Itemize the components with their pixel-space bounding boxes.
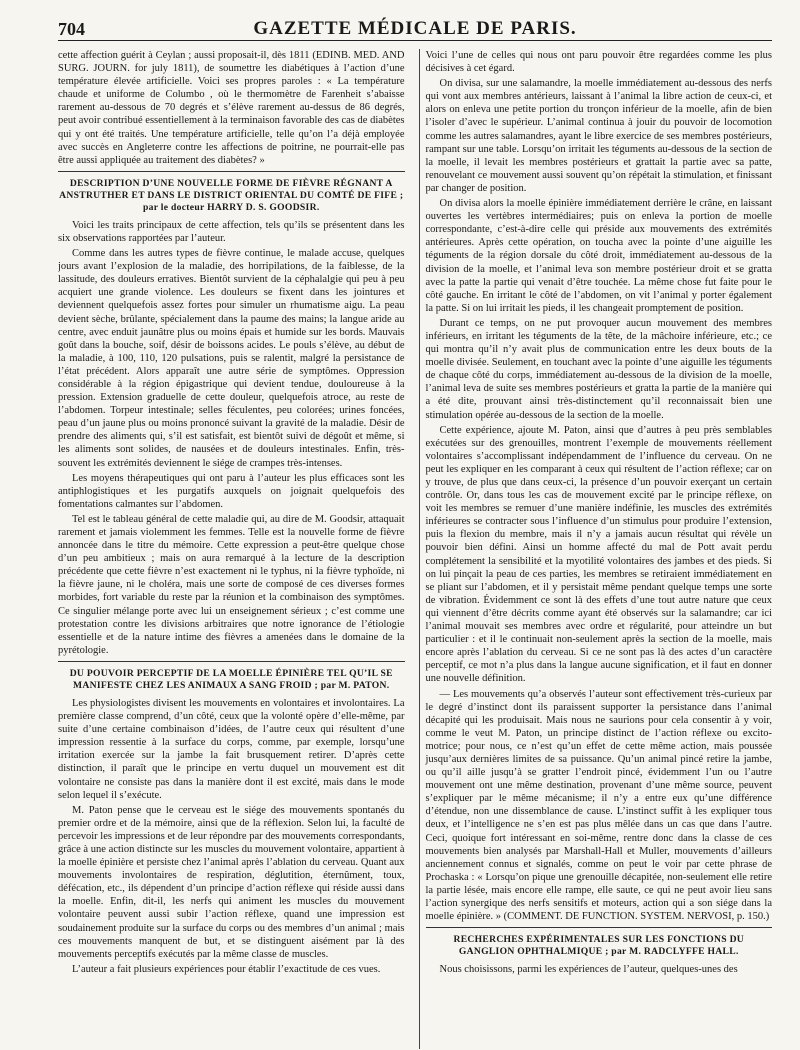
paragraph: Les physiologistes divisent les mouvements en volontaires et involontaires. La première classe comprend, d’un côté, ceux que la volonté opère d’elle-même, par suite d’une certaine combinaison d’idées, de l’autre ceux qui résultent d’une impression ressentie à la surface du corps, comme, par exemple, lorsqu’une irritation exercée sur la jambe la fait brusquement retirer. D’après cette distinction, il paraît que le principe en vertu duquel un mouvement est dit volontaire ne consiste pas dans la manière dont il est excité, mais dans le mode selon lequel il s’exécute. <box>58 697 405 801</box>
divider <box>426 927 773 928</box>
divider <box>58 661 405 662</box>
paragraph: Les moyens thérapeutiques qui ont paru à l’auteur les plus efficaces sont les antiphlogistiques et les purgatifs auxquels on joignait quelquefois des fomentations calmantes sur l’abdomen. <box>58 472 405 510</box>
page-header <box>58 10 772 41</box>
paragraph: Cette expérience, ajoute M. Paton, ainsi que d’autres à peu près semblables exécutées sur des grenouilles, montrent l’exemple de mouvements réellement volontaires s’accomplissant indépendamment de l’influence du cerveau. On ne peut les expliquer en les comparant à ceux qui résultent de l’action réflexe; car on y trouve, de plus que dans ceux-ci, la présence d’un pouvoir exerçant un certain contrôle. Or, dans tous les cas de mouvement excité par le principe réflexe, on voit les membres se remuer d’une manière indéfinie, les muscles des extrémités inférieures se contracter sous l’influence d’un stimulus pour produire l’extension, puis la flexion du membre, mais il n’y a jamais aucun résultat qui révèle un pouvoir bien défini. Ainsi un homme affecté du mal de Pott avait perdu complétement la sensibilité et la myotilité volontaires des jambes et des pieds. Si on lui pinçait la peau de ces parties, les membres se retiraient immédiatement en se pliant sur l’abdomen, et il y persistait même pendant quelque temps une sorte de vibration. Évidemment ce sont là des effets d’une tout autre nature que ceux qui viennent d’être décrits comme ayant été observés sur la salamandre; car ici l’animal mouvait ses membres avec ordre et régularité, pour atteindre un but particulier : et il le continuait non-seulement après la section de la moelle, mais encore après l’ablation du cerveau. Si ce ne sont pas là des actes d’un caractère perceptif, ce mot n’a plus dans la langue aucune signification, et il faut en donner une nouvelle définition. <box>425 424 772 685</box>
article-heading: DU POUVOIR PERCEPTIF DE LA MOELLE ÉPINIÈRE TEL QU’IL SE MANIFESTE CHEZ LES ANIMAUX A SANG FROID ; par M. PATON. <box>69 667 393 691</box>
article-heading: DESCRIPTION D’UNE NOUVELLE FORME DE FIÈVRE RÉGNANT A ANSTRUTHER ET DANS LE DISTRICT ORIENTAL DU COMTÉ DE FIFE ; par le docteur HARRY D. S. GOODSIR. <box>59 177 404 213</box>
right-column <box>419 49 773 1049</box>
paragraph: Comme dans les autres types de fièvre continue, le malade accuse, quelques jours avant l’explosion de la maladie, des horripilations, de la faiblesse, de la lassitude, des douleurs erratives. Bientôt survient de la céphalalgie qui peu à peu acquiert une grande violence. Les douleurs se fixent dans les jointures et deviennent quelquefois assez fortes pour simuler un rhumatisme aigu. La peau devient sèche, brûlante, spécialement dans la paume des mains; la langue aride au centre, avec enduit jaunâtre plus ou moins épais et humide sur les bords. Mauvais goût dans la bouche, soif, désir de boissons acides. Le pouls s’élève, au début de la maladie, à 100, 110, 120 pulsations, puis se ralentit, malgré la persistance de l’état précédent. Alors apparaît une autre série de symptômes. Oppression considérable à la région épigastrique qui devient tendue, douloureuse à la pression. Extension graduelle de cette douleur, quelquefois atroce, au reste de l’abdomen. Torpeur intestinale; selles féculentes, peu colorées; urines foncées, peau d’un jaune plus ou moins prononcé suivant la gravité de la maladie. Désir de prendre des aliments qui, s’il est satisfait, est bientôt suivi de dégoût et même, si les aliments sont solides, de nausées et de douleurs intestinales. Enfin, très-souvent les extrémités deviennent le siége de crampes très-intenses. <box>58 248 405 469</box>
paragraph: Voici l’une de celles qui nous ont paru pouvoir être regardées comme les plus décisives à cet égard. <box>425 50 772 75</box>
columns <box>58 49 772 1049</box>
journal-title: GAZETTE MÉDICALE DE PARIS. <box>253 18 577 39</box>
paragraph: Durant ce temps, on ne put provoquer aucun mouvement des membres inférieurs, en irritant les téguments de la tête, de la mâchoire inférieure, etc.; ce qui montra qu’il n’y avait plus de communication entre les deux bouts de la moelle divisée. Seulement, en touchant avec la pointe d’une aiguille les téguments de chaque côté du corps, immédiatement au-dessous de la division de la moelle, l’animal leva de suite ses membres postérieurs et gratta la partie de la manière qui a été dite, prouvant ainsi très-distinctement qu’il reconnaissait bien une stimulation opérée au-dessous de la section de la moelle. <box>425 317 772 421</box>
paragraph: Tel est le tableau général de cette maladie qui, au dire de M. Goodsir, attaquait rarement et jamais violemment les femmes. Telle est la nouvelle forme de fièvre annoncée dans le titre du mémoire. Cette expression a peut-être quelque chose d’un peu ambitieux ; mais on aura remarqué à la lecture de la description précédente que cette fièvre n’est exactement ni le typhus, ni la fièvre typhoïde, ni la fièvre jaune, ni le choléra, mais une sorte de composé de ces diverses formes morbides, fort variable du reste par la réunion et la combinaison des symptômes. Ce singulier mélange porte avec lui un enseignement sérieux ; c’est comme une protestation contre les divisions arbitraires que notre ignorance de l’étiologie essentielle et de la nature intime des fièvres a amenées dans le domaine de la pyrétologie. <box>58 513 405 656</box>
paragraph: M. Paton pense que le cerveau est le siége des mouvements spontanés du premier ordre et de la mémoire, ainsi que de la réflexion. Selon lui, la faculté de percevoir les impressions et de leur répondre par des mouvements correspondants, grâce à une action distincte sur les muscles du mouvement volontaire, appartient à la moelle épinière et persiste chez l’animal après l’ablation du cerveau. Quant aux mouvements involontaires de respiration, déglutition, éternûment, toux, défécation, etc., ils dépendent d’un principe d’action réflexe qui réside aussi dans la moelle. Enfin, dit-il, les nerfs qui animent les muscles du mouvement volontaire peuvent aussi subir l’action réflexe, quand une impression est soudainement produite sur la surface du corps ou des membres d’un animal ; mais ces mouvements manquent de but, et se distinguent aisément par là des mouvements perceptifs exécutés par la même classe de muscles. <box>58 804 405 960</box>
paragraph: On divisa, sur une salamandre, la moelle immédiatement au-dessous des nerfs qui vont aux membres antérieurs, laissant à l’animal la libre action de ceux-ci, et alors on enleva une petite portion du tronçon inférieur de la moelle, afin de bien l’isoler d’avec le supérieur. L’animal continua à jouir du pouvoir de locomotion comme les autres salamandres, ayant le libre exercice de ses membres postérieurs, rampant sur une table. Lorsqu’on irritait les téguments au-dessous de la section de la moelle, il levait les membres postérieurs et grattait la partie avec sa patte, renouvelant ce mouvement aussi souvent qu’on répétait la stimulation, et finissant par changer de position. <box>425 78 772 194</box>
paragraph: — Les mouvements qu’a observés l’auteur sont effectivement très-curieux par le degré d’instinct dont ils paraissent supporter la persistance dans l’animal décapité qui les produisait. Mais nous ne saurions pour cela consentir à y voir, comme le veut M. Paton, un principe distinct de l’action réflexe ou excito-motrice; pour nous, ce n’est qu’un effet de cette même action, mais poussée jusqu’aux dernières limites de sa puissance. Qu’un animal pincé retire la jambe, ou qu’il aille jusqu’à se gratter l’endroit pincé, évidemment l’un ou l’autre mouvement ont une même destination, provenant d’une même source, peuvent s’expliquer par le même mécanisme; il n’y a entre eux qu’une différence d’étendue, non une dissemblance de cause. L’instinct suffit à les expliquer tous deux, et l’intelligence ne s’en est pas plus mêlée dans un cas que dans l’autre. Ceci, quoique fort intéressant en soi-même, rentre donc dans la classe de ces mouvements bien analysés par Marshall-Hall et Muller, mouvements d’ailleurs anciennement connus et signalés, comme on peut le voir par cette phrase de Prochaska : « Lorsqu’on pique une grenouille décapitée, non-seulement elle retire la partie lésée, mais encore elle rampe, elle saute, ce qui ne peut avoir lieu sans l’action synergique des nerfs sensitifs et moteurs, action qui a son siége dans la moelle épinière. » (COMMENT. DE FUNCTION. SYSTEM. NERVOSI, p. 150.) <box>425 688 772 923</box>
paragraph: L’auteur a fait plusieurs expériences pour établir l’exactitude de ces vues. <box>72 963 381 975</box>
paragraph: cette affection guérit à Ceylan ; aussi proposait-il, dès 1811 (EDINB. MED. AND SURG. JOURN. for july 1811), de soumettre les diabétiques à l’action d’une température élevée artificielle. Voici ses propres paroles : « La température chaude et uniforme de Columbo , où le thermomètre de Farenheit s’abaisse rarement au-dessous de 70 degrés et s’élève rarement au-dessus de 86 degrés, peut avoir contribué essentiellement à la terminaison favorable des cas de diabètes qui y ont été traités. Une température artificielle, telle qu’on l’a déjà employée avec succès en Angleterre contre les affections de poitrine, ne pourrait-elle pas être aussi appliquée au traitement des diabètes? » <box>58 50 405 166</box>
article-heading: RECHERCHES EXPÉRIMENTALES SUR LES FONCTIONS DU GANGLION OPHTHALMIQUE ; par M. RADCLYFFE HALL. <box>453 934 745 958</box>
paragraph: Nous choisissons, parmi les expériences de l’auteur, quelques-unes des <box>439 964 738 976</box>
page-number: 704 <box>58 19 85 39</box>
paragraph: On divisa alors la moelle épinière immédiatement derrière le crâne, en laissant ouvertes les vertèbres intermédiaires; puis on enleva la portion de moelle correspondante, c’est-à-dire celle qui préside aux mouvements des extrémités antérieures. Après cette opération, on toucha avec la pointe d’une aiguille les téguments de la région dorsale du côté droit, immédiatement au-dessous de la division de la moelle, et l’animal leva son membre postérieur droit et se gratta avec la patte la partie qui venait d’être touchée. La même chose fut faite pour le côté gauche. En irritant le côté de l’abdomen, on vit l’animal y porter également la patte. Si on lui irritait les pieds, il les changeait promptement de position. <box>425 198 772 314</box>
paragraph: Voici les traits principaux de cette affection, tels qu’ils se présentent dans les six observations rapportées par l’auteur. <box>58 219 405 244</box>
left-column <box>58 49 405 1049</box>
divider <box>58 171 405 172</box>
